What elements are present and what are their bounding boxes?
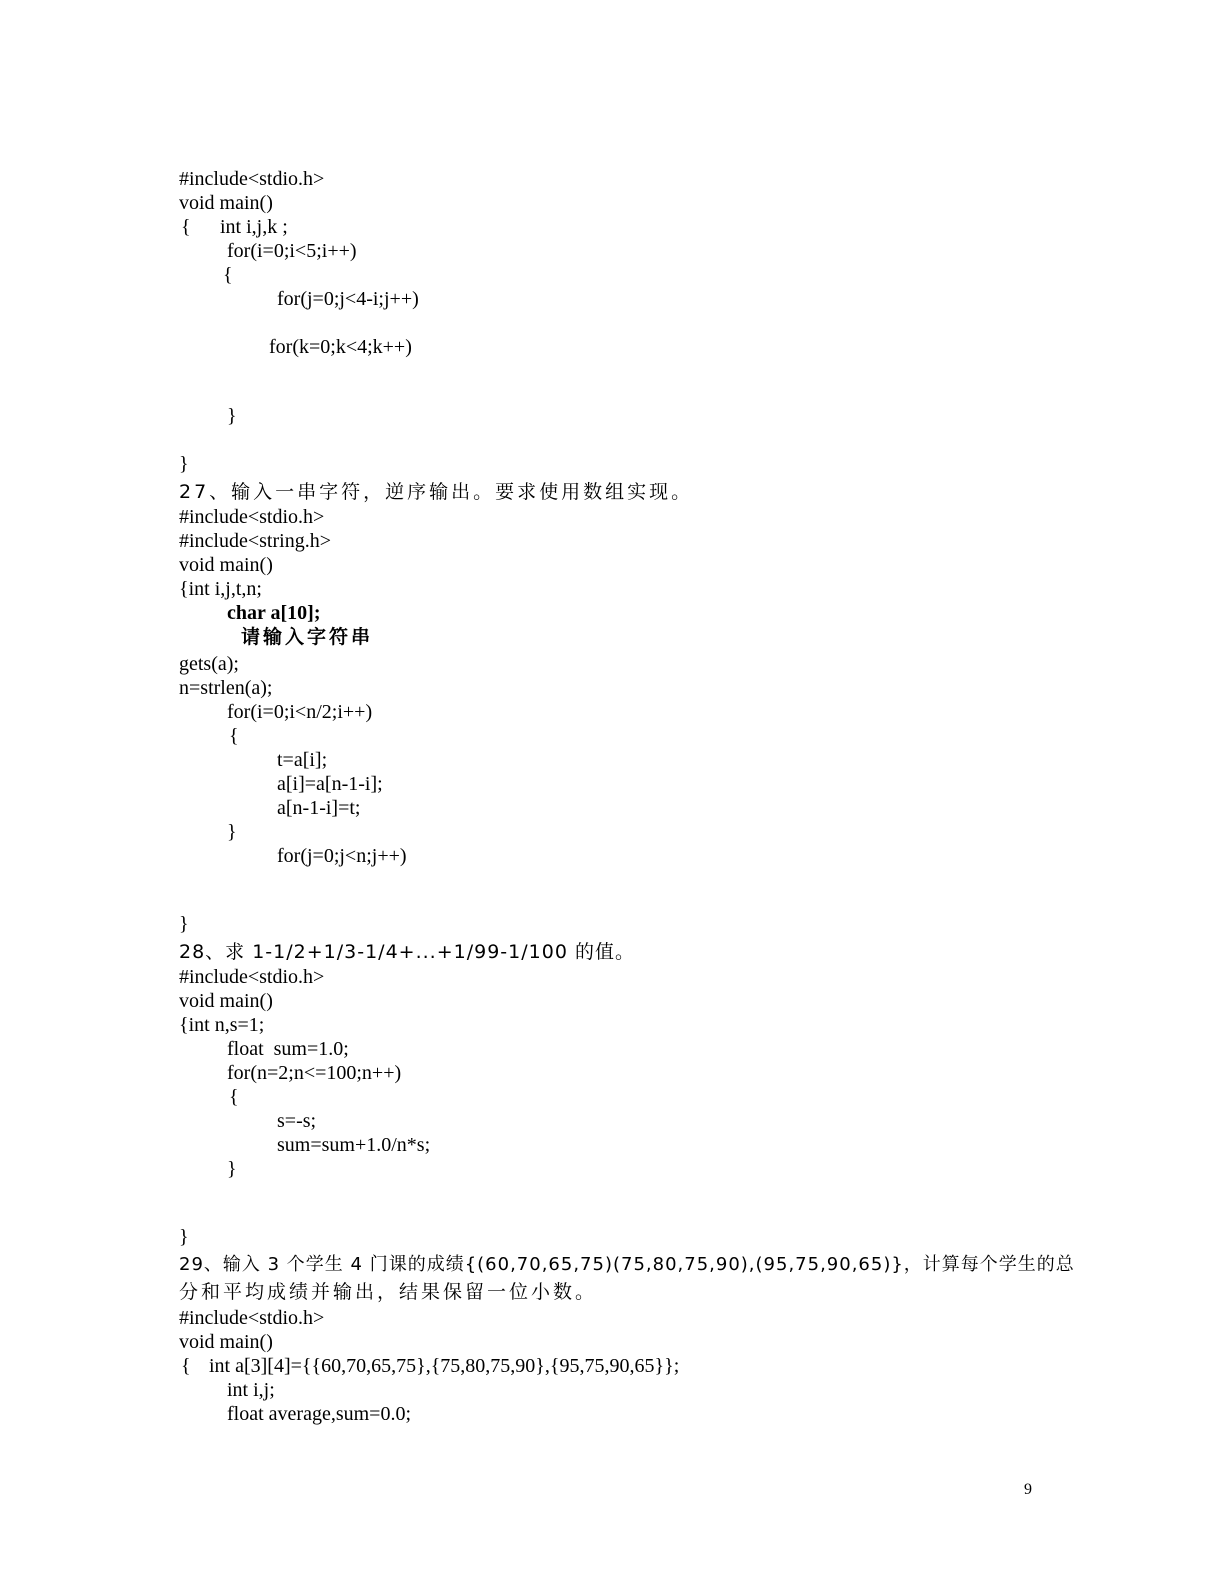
code-line: int i,j,k ; bbox=[220, 216, 288, 238]
question-28: 28、求 1-1/2+1/3-1/4+...+1/99-1/100 的值。 bbox=[179, 941, 635, 963]
code-line: { bbox=[229, 1086, 239, 1108]
code-line: int a[3][4]={{60,70,65,75},{75,80,75,90},{95,75,90,65}}; bbox=[209, 1355, 680, 1377]
code-line: #include<stdio.h> bbox=[179, 1307, 325, 1329]
code-line: #include<stdio.h> bbox=[179, 168, 325, 190]
code-line: float sum=1.0; bbox=[227, 1038, 349, 1060]
code-line: void main() bbox=[179, 554, 273, 576]
question-27: 27、输入一串字符，逆序输出。要求使用数组实现。 bbox=[179, 481, 694, 503]
code-line-cjk: 请输入字符串 bbox=[241, 626, 374, 648]
code-line: sum=sum+1.0/n*s; bbox=[277, 1134, 431, 1156]
code-line: for(k=0;k<4;k++) bbox=[269, 336, 412, 358]
code-line: int i,j; bbox=[227, 1379, 275, 1401]
question-29-continued: 分和平均成绩并输出，结果保留一位小数。 bbox=[179, 1281, 598, 1303]
code-line: } bbox=[179, 453, 189, 475]
code-line: a[n-1-i]=t; bbox=[277, 797, 361, 819]
code-line: char a[10]; bbox=[227, 602, 321, 624]
code-line: a[i]=a[n-1-i]; bbox=[277, 773, 383, 795]
code-line: {int n,s=1; bbox=[179, 1014, 265, 1036]
code-line: for(j=0;j<4-i;j++) bbox=[277, 288, 419, 310]
code-line: float average,sum=0.0; bbox=[227, 1403, 411, 1425]
code-line: #include<stdio.h> bbox=[179, 966, 325, 988]
code-line: gets(a); bbox=[179, 653, 239, 675]
code-line: for(i=0;i<n/2;i++) bbox=[227, 701, 373, 723]
page-number: 9 bbox=[1024, 1481, 1032, 1498]
code-line: } bbox=[227, 405, 237, 427]
code-line: { bbox=[181, 1355, 191, 1377]
question-29: 29、输入 3 个学生 4 门课的成绩{(60,70,65,75)(75,80,75,90),(95,75,90,65)}，计算每个学生的总 bbox=[179, 1254, 1075, 1275]
code-line: { bbox=[223, 264, 233, 286]
code-line: void main() bbox=[179, 1331, 273, 1353]
code-line: void main() bbox=[179, 192, 273, 214]
code-line: s=-s; bbox=[277, 1110, 317, 1132]
code-line: #include<stdio.h> bbox=[179, 506, 325, 528]
code-line: for(n=2;n<=100;n++) bbox=[227, 1062, 402, 1084]
code-line: {int i,j,t,n; bbox=[179, 578, 262, 600]
code-line: #include<string.h> bbox=[179, 530, 331, 552]
code-line: void main() bbox=[179, 990, 273, 1012]
code-line: for(j=0;j<n;j++) bbox=[277, 845, 407, 867]
code-line: } bbox=[227, 1158, 237, 1180]
code-line: } bbox=[179, 913, 189, 935]
code-line: { bbox=[181, 216, 191, 238]
code-line: n=strlen(a); bbox=[179, 677, 273, 699]
code-line: t=a[i]; bbox=[277, 749, 328, 771]
code-line: } bbox=[179, 1226, 189, 1248]
code-line: } bbox=[227, 821, 237, 843]
code-line: { bbox=[229, 725, 239, 747]
code-line: for(i=0;i<5;i++) bbox=[227, 240, 357, 262]
